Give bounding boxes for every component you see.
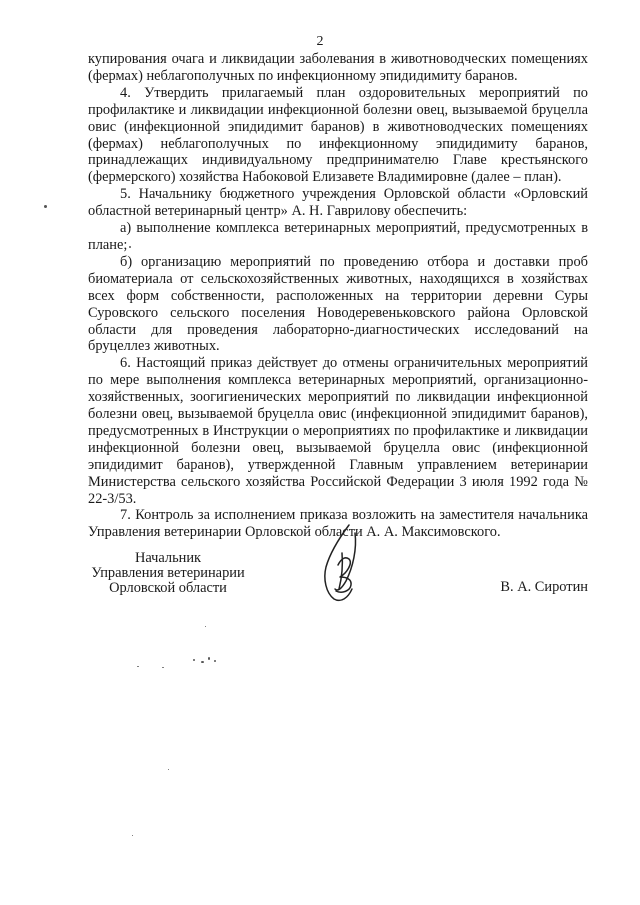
paragraph-item-6: 6. Настоящий приказ действует до отмены ограничительных мероприятий по мере выполнения комплекса ветеринарных мероприятий, организационно-хозяйственных, зоогигиенических мероприятий по ликвидации инфекционной болезни овец, вызываемой бруцелла овис (инфекционной эпидидимит баранов), предусмотренных в Инструкции о мероприятиях по профилактике и ликвидации инфекционной болезни овец, вызываемой бруцелла овис (инфекционной эпидидимит баранов), утвержденной Главным управлением ветеринарии Министерства сельского хозяйства Российской Федерации 3 июля 1992 года № 22-3/53. xyxy=(88,355,588,507)
document-body xyxy=(88,51,588,541)
paragraph-item-7: 7. Контроль за исполнением приказа возложить на заместителя начальника Управления ветеринарии Орловской области А. А. Максимовского. xyxy=(88,507,588,541)
paragraph-item-5: 5. Начальнику бюджетного учреждения Орловской области «Орловский областной ветеринарный центр» А. Н. Гаврилову обеспечить: xyxy=(88,186,588,220)
scan-speck xyxy=(214,660,216,662)
scan-speck xyxy=(168,769,169,770)
signature-block xyxy=(0,549,640,609)
paragraph-item-4: 4. Утвердить прилагаемый план оздоровительных мероприятий по профилактике и ликвидации инфекционной болезни овец, вызываемой бруцелла овис (инфекционной эпидидимит баранов) в животноводческих помещениях (фермах) неблагополучных по инфекционному эпидидимиту баранов, принадлежащих индивидуальному предпринимателю Главе крестьянского (фермерского) хозяйства Набоковой Елизавете Владимировне (далее – план). xyxy=(88,84,588,186)
scan-speck xyxy=(162,667,164,668)
scan-speck xyxy=(205,626,206,627)
scan-speck xyxy=(129,246,131,248)
handwritten-signature-icon xyxy=(322,523,364,612)
paragraph-continuation: купирования очага и ликвидации заболевания в животноводческих помещениях (фермах) неблагополучных по инфекционному эпидидимиту баранов. xyxy=(88,51,588,84)
scan-speck xyxy=(208,657,210,660)
signer-title-line2: Управления ветеринарии xyxy=(91,565,245,581)
scan-speck xyxy=(137,666,139,667)
page-number: 2 xyxy=(316,34,324,49)
scan-speck xyxy=(44,205,47,208)
signer-title-line1: Начальник xyxy=(134,550,202,566)
signer-name: В. А. Сиротин xyxy=(500,579,588,595)
signer-title-line3: Орловской области xyxy=(109,580,227,596)
scan-speck xyxy=(193,659,195,661)
paragraph-item-5a: а) выполнение комплекса ветеринарных мероприятий, предусмотренных в плане; xyxy=(88,220,588,253)
paragraph-item-5b: б) организацию мероприятий по проведению отбора и доставки проб биоматериала от сельскохозяйственных животных, находящихся в хозяйствах всех форм собственности, расположенных на территории деревни Суры Суровского сельского поселения Новодеревеньковского района Орловской области для проведения лабораторно-диагностических исследований на бруцеллез животных. xyxy=(88,253,588,355)
scan-speck xyxy=(201,661,204,663)
scan-speck xyxy=(132,835,133,836)
signature-drawing xyxy=(322,523,364,607)
